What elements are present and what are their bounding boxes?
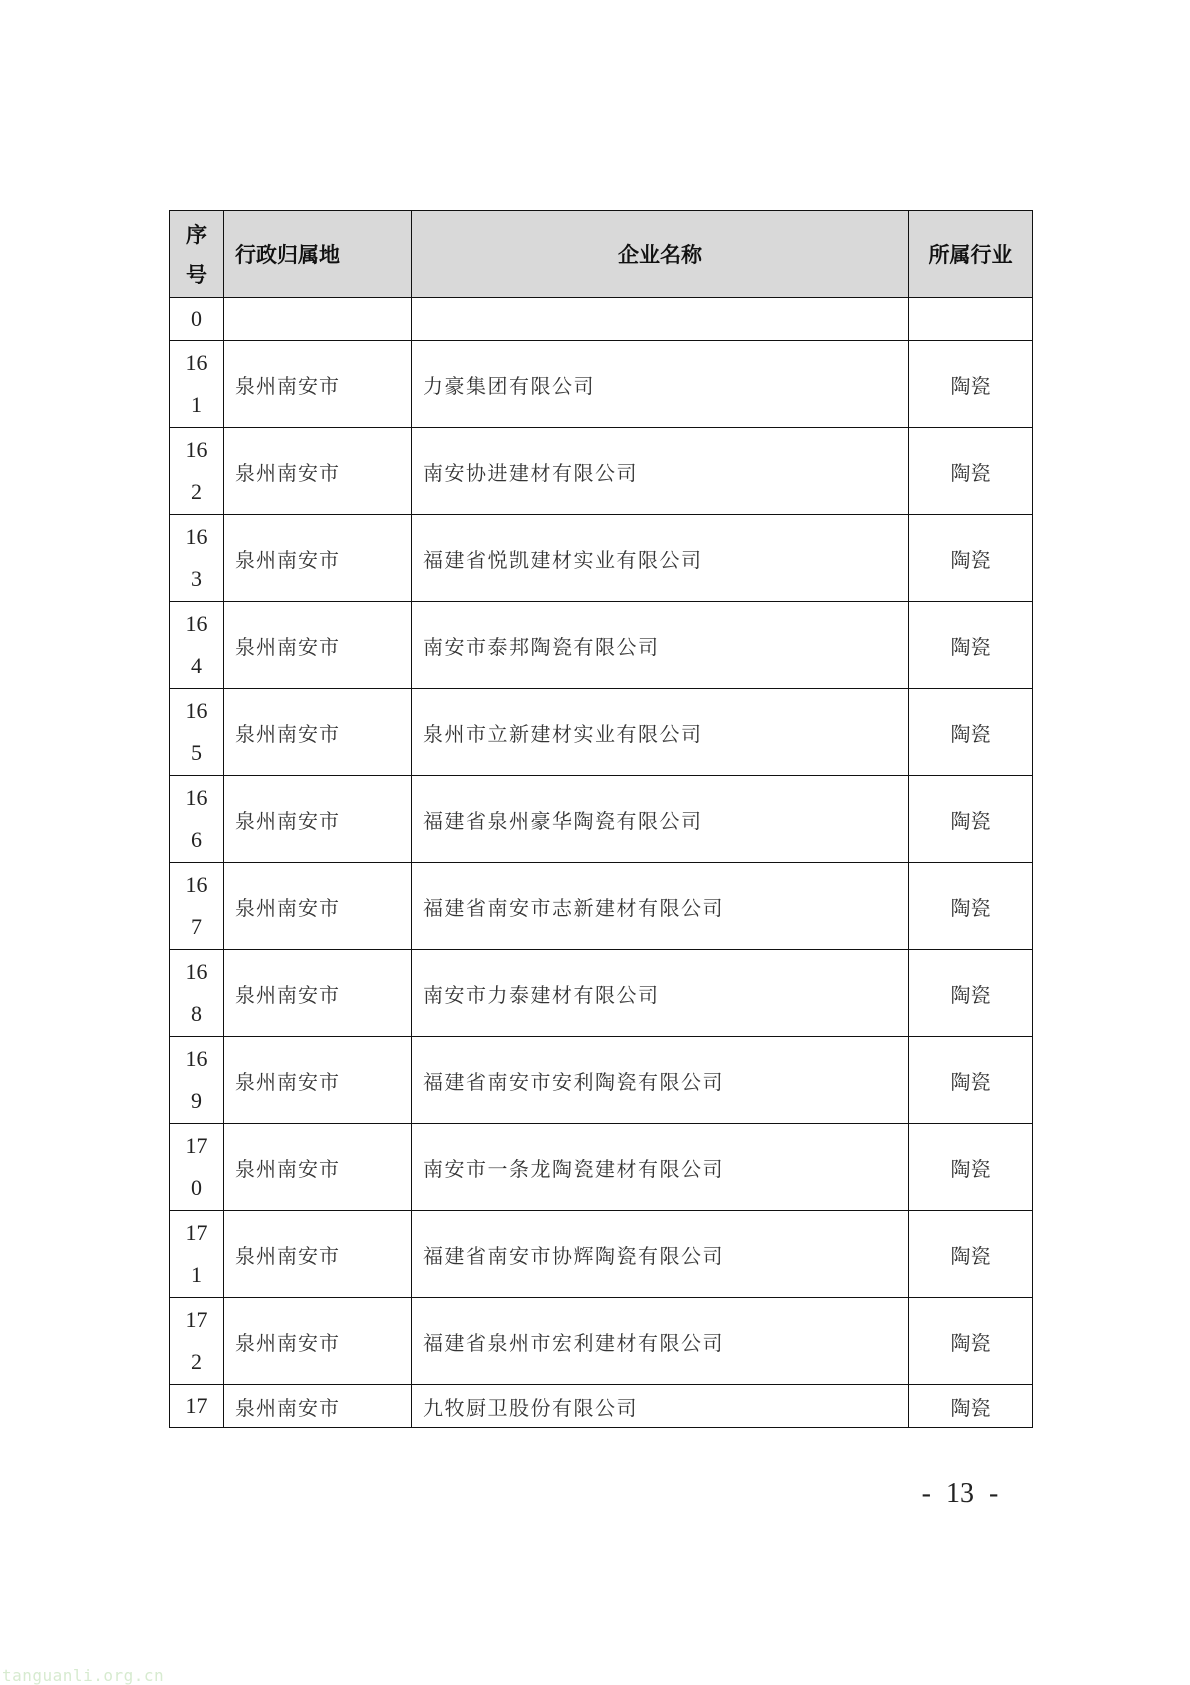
cell-seq bbox=[170, 428, 224, 515]
cell-region: 泉州南安市 bbox=[224, 689, 412, 776]
cell-seq bbox=[170, 1124, 224, 1211]
cell-region: 泉州南安市 bbox=[224, 863, 412, 950]
seq-bottom: 2 bbox=[191, 1349, 202, 1374]
cell-company: 九牧厨卫股份有限公司 bbox=[412, 1385, 909, 1428]
seq-top: 16 bbox=[185, 698, 208, 723]
table-row-continuation bbox=[170, 298, 1033, 341]
watermark: tanguanli.org.cn bbox=[2, 1666, 165, 1685]
seq-bottom: 8 bbox=[191, 1001, 202, 1026]
cell-seq bbox=[170, 776, 224, 863]
cell-company: 南安协进建材有限公司 bbox=[412, 428, 909, 515]
table-row bbox=[170, 863, 1033, 950]
cell-company: 南安市泰邦陶瓷有限公司 bbox=[412, 602, 909, 689]
seq-bottom: 0 bbox=[191, 1175, 202, 1200]
seq-bottom: 2 bbox=[191, 479, 202, 504]
seq-top: 16 bbox=[185, 872, 208, 897]
seq-bottom: 1 bbox=[191, 1262, 202, 1287]
table-row bbox=[170, 776, 1033, 863]
cell-region: 泉州南安市 bbox=[224, 1211, 412, 1298]
cell-region: 泉州南安市 bbox=[224, 602, 412, 689]
cell-company: 泉州市立新建材实业有限公司 bbox=[412, 689, 909, 776]
cell-company: 福建省南安市志新建材有限公司 bbox=[412, 863, 909, 950]
seq-top: 16 bbox=[185, 1046, 208, 1071]
table-row bbox=[170, 1037, 1033, 1124]
table-header-row bbox=[170, 211, 1033, 298]
cell-seq bbox=[170, 341, 224, 428]
seq-top: 16 bbox=[185, 611, 208, 636]
table-row bbox=[170, 428, 1033, 515]
cell-region: 泉州南安市 bbox=[224, 1385, 412, 1428]
seq-top: 17 bbox=[185, 1133, 208, 1158]
cell-region: 泉州南安市 bbox=[224, 1298, 412, 1385]
table-row bbox=[170, 689, 1033, 776]
cell-industry: 陶瓷 bbox=[909, 1298, 1033, 1385]
cell-seq bbox=[170, 1298, 224, 1385]
cell-company: 福建省泉州市宏利建材有限公司 bbox=[412, 1298, 909, 1385]
cell-company: 福建省悦凯建材实业有限公司 bbox=[412, 515, 909, 602]
cell-company: 福建省泉州豪华陶瓷有限公司 bbox=[412, 776, 909, 863]
seq-bottom: 5 bbox=[191, 740, 202, 765]
cell-industry: 陶瓷 bbox=[909, 1385, 1033, 1428]
table-row bbox=[170, 1124, 1033, 1211]
seq-bottom: 4 bbox=[191, 653, 202, 678]
table-row bbox=[170, 602, 1033, 689]
cell-region: 泉州南安市 bbox=[224, 1037, 412, 1124]
seq-top: 16 bbox=[185, 524, 208, 549]
cell-industry: 陶瓷 bbox=[909, 950, 1033, 1037]
cell-industry: 陶瓷 bbox=[909, 689, 1033, 776]
enterprise-table bbox=[169, 210, 1033, 1428]
cell-region: 泉州南安市 bbox=[224, 428, 412, 515]
seq-top: 16 bbox=[185, 350, 208, 375]
table-row bbox=[170, 515, 1033, 602]
seq-bottom: 1 bbox=[191, 392, 202, 417]
seq-top: 16 bbox=[185, 959, 208, 984]
header-industry: 所属行业 bbox=[909, 211, 1033, 298]
table-row bbox=[170, 341, 1033, 428]
cell-seq bbox=[170, 1037, 224, 1124]
cell-industry: 陶瓷 bbox=[909, 602, 1033, 689]
cell-industry: 陶瓷 bbox=[909, 428, 1033, 515]
cell-company: 南安市力泰建材有限公司 bbox=[412, 950, 909, 1037]
seq-top: 16 bbox=[185, 437, 208, 462]
seq-bottom: 6 bbox=[191, 827, 202, 852]
cell-industry: 陶瓷 bbox=[909, 341, 1033, 428]
header-seq bbox=[170, 211, 224, 298]
cell-region: 泉州南安市 bbox=[224, 515, 412, 602]
header-seq-bottom: 号 bbox=[186, 263, 207, 287]
cell-region: 泉州南安市 bbox=[224, 776, 412, 863]
header-region: 行政归属地 bbox=[224, 211, 412, 298]
table-row bbox=[170, 950, 1033, 1037]
seq-top: 17 bbox=[185, 1307, 208, 1332]
cell-region bbox=[224, 298, 412, 341]
cell-company: 南安市一条龙陶瓷建材有限公司 bbox=[412, 1124, 909, 1211]
seq-bottom: 9 bbox=[191, 1088, 202, 1113]
cell-company: 力豪集团有限公司 bbox=[412, 341, 909, 428]
page-number: - 13 - bbox=[921, 1478, 999, 1509]
cell-seq bbox=[170, 689, 224, 776]
cell-region: 泉州南安市 bbox=[224, 950, 412, 1037]
header-seq-top: 序 bbox=[186, 223, 207, 247]
seq-bottom: 3 bbox=[191, 566, 202, 591]
table-row bbox=[170, 1211, 1033, 1298]
cell-industry: 陶瓷 bbox=[909, 1211, 1033, 1298]
cell-company: 福建省南安市协辉陶瓷有限公司 bbox=[412, 1211, 909, 1298]
cell-industry: 陶瓷 bbox=[909, 776, 1033, 863]
cell-region: 泉州南安市 bbox=[224, 1124, 412, 1211]
cell-seq bbox=[170, 950, 224, 1037]
cell-industry: 陶瓷 bbox=[909, 1037, 1033, 1124]
cell-company bbox=[412, 298, 909, 341]
cell-industry bbox=[909, 298, 1033, 341]
cell-industry: 陶瓷 bbox=[909, 863, 1033, 950]
cell-company: 福建省南安市安利陶瓷有限公司 bbox=[412, 1037, 909, 1124]
cell-seq: 0 bbox=[170, 298, 224, 341]
cell-seq bbox=[170, 1211, 224, 1298]
cell-seq bbox=[170, 602, 224, 689]
table-row-last bbox=[170, 1385, 1033, 1428]
seq-bottom: 7 bbox=[191, 914, 202, 939]
header-company: 企业名称 bbox=[412, 211, 909, 298]
cell-industry: 陶瓷 bbox=[909, 515, 1033, 602]
table-row bbox=[170, 1298, 1033, 1385]
cell-seq: 17 bbox=[170, 1385, 224, 1428]
cell-seq bbox=[170, 863, 224, 950]
cell-region: 泉州南安市 bbox=[224, 341, 412, 428]
seq-top: 16 bbox=[185, 785, 208, 810]
cell-seq bbox=[170, 515, 224, 602]
cell-industry: 陶瓷 bbox=[909, 1124, 1033, 1211]
seq-top: 17 bbox=[185, 1220, 208, 1245]
